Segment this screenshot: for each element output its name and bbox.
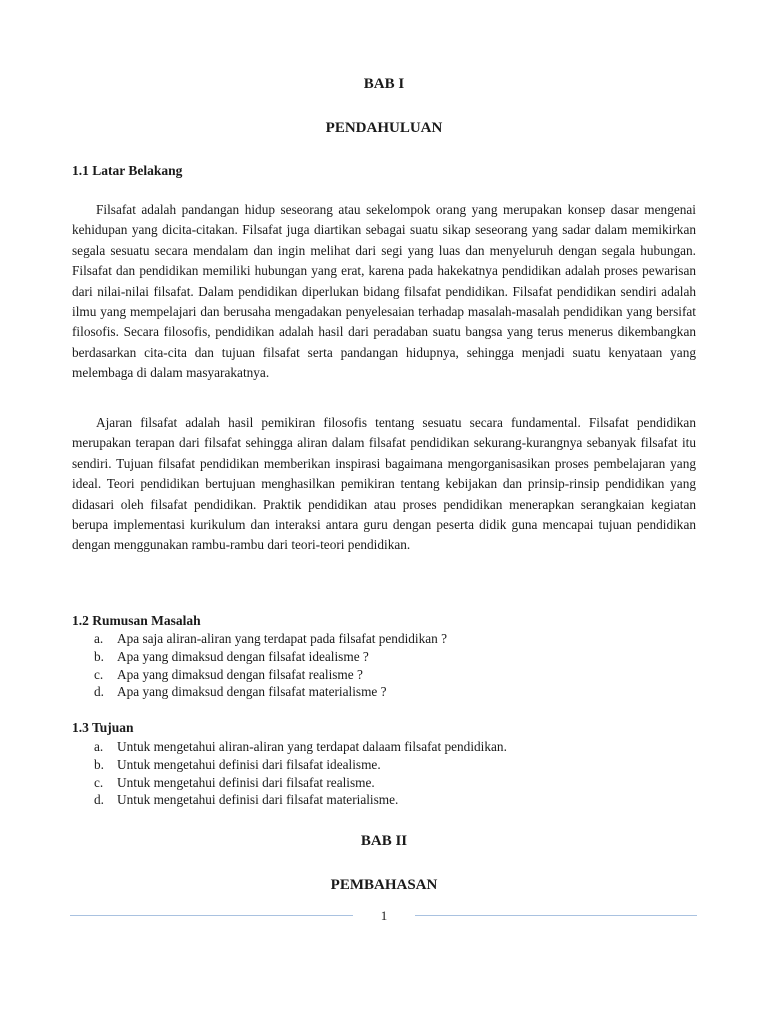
footer-divider-left — [70, 915, 353, 916]
list-marker: c. — [94, 774, 104, 790]
list-item-text: Apa yang dimaksud dengan filsafat materialisme ? — [117, 684, 387, 700]
page-number: 1 — [380, 908, 388, 923]
list-item-text: Untuk mengetahui aliran-aliran yang terdapat dalaam filsafat pendidikan. — [117, 739, 507, 754]
list-marker: d. — [94, 684, 104, 700]
list-item-text: Untuk mengetahui definisi dari filsafat materialisme. — [117, 792, 399, 808]
list-marker: d. — [94, 792, 104, 808]
list-item — [72, 630, 696, 648]
chapter-2-number: BAB II — [360, 833, 408, 849]
section-1-2-heading: 1.2 Rumusan Masalah — [72, 613, 201, 628]
objective-list — [72, 738, 696, 809]
paragraph-background-1: Filsafat adalah pandangan hidup seseorang atau sekelompok orang yang merupakan konsep dasar mengenai kehidupan yang dicita-citakan. Filsafat juga diartikan sebagai suatu sikap seseorang yang sadar dalam memikirkan segala sesuatu secara mendalam dan ingin melihat dari segi yang luas dan menyeluruh dengan segala hubungan. Filsafat dan pendidikan memiliki hubungan yang erat, karena pada hakekatnya pendidikan adalah proses pewarisan dari nilai-nilai filsafat. Dalam pendidikan diperlukan bidang filsafat pendidikan. Filsafat pendidikan sendiri adalah ilmu yang mempelajari dan berusaha mengadakan penyelesaian terhadap masalah-masalah pendidikan yang bersifat filosofis. Secara filosofis, pendidikan adalah hasil dari peradaban suatu bangsa yang terus menerus dikembangkan berdasarkan cita-cita dan tujuan filsafat serta pandangan hidupnya, sehingga menjadi suatu kenyataan yang melembaga di dalam masyarakatnya. — [72, 202, 696, 381]
list-marker: b. — [94, 648, 104, 664]
list-item — [72, 683, 696, 701]
list-marker: a. — [94, 631, 104, 646]
list-item-text: Apa saja aliran-aliran yang terdapat pada filsafat pendidikan ? — [117, 631, 448, 646]
section-1-3-heading: 1.3 Tujuan — [72, 720, 134, 735]
footer-divider-right — [415, 915, 697, 916]
problem-list — [72, 630, 696, 701]
chapter-1-title: PENDAHULUAN — [325, 120, 443, 136]
list-item — [72, 791, 696, 809]
list-marker: c. — [94, 666, 104, 682]
list-item — [72, 648, 696, 666]
list-item — [72, 756, 696, 774]
chapter-2-title: PEMBAHASAN — [330, 877, 438, 893]
list-item — [72, 666, 696, 684]
paragraph-background-2: Ajaran filsafat adalah hasil pemikiran filosofis tentang sesuatu secara fundamental. Filsafat pendidikan merupakan terapan dari filsafat sehingga aliran dalam filsafat pendidikan sekurang-kurangnya sebanyak filsafat itu sendiri. Tujuan filsafat pendidikan memberikan inspirasi bagaimana mengorganisasikan proses pembelajaran yang ideal. Teori pendidikan bertujuan menghasilkan pemikiran tentang kebijakan dan prinsip-rinsip pendidikan yang didasari oleh filsafat pendidikan. Praktik pendidikan atau proses pendidikan menerapkan serangkaian kegiatan berupa implementasi kurikulum dan interaksi antara guru dengan peserta didik guna mencapai tujuan pendidikan dengan menggunakan rambu-rambu dari teori-teori pendidikan. — [72, 415, 696, 553]
list-marker: b. — [94, 756, 104, 772]
list-item — [72, 738, 696, 756]
list-item-text: Apa yang dimaksud dengan filsafat idealisme ? — [117, 648, 369, 664]
list-marker: a. — [94, 739, 104, 754]
list-item-text: Untuk mengetahui definisi dari filsafat idealisme. — [117, 756, 381, 772]
section-1-1-heading: 1.1 Latar Belakang — [72, 163, 183, 178]
chapter-1-number: BAB I — [363, 76, 405, 92]
list-item-text: Untuk mengetahui definisi dari filsafat realisme. — [117, 774, 375, 790]
list-item — [72, 774, 696, 792]
list-item-text: Apa yang dimaksud dengan filsafat realisme ? — [117, 666, 363, 682]
